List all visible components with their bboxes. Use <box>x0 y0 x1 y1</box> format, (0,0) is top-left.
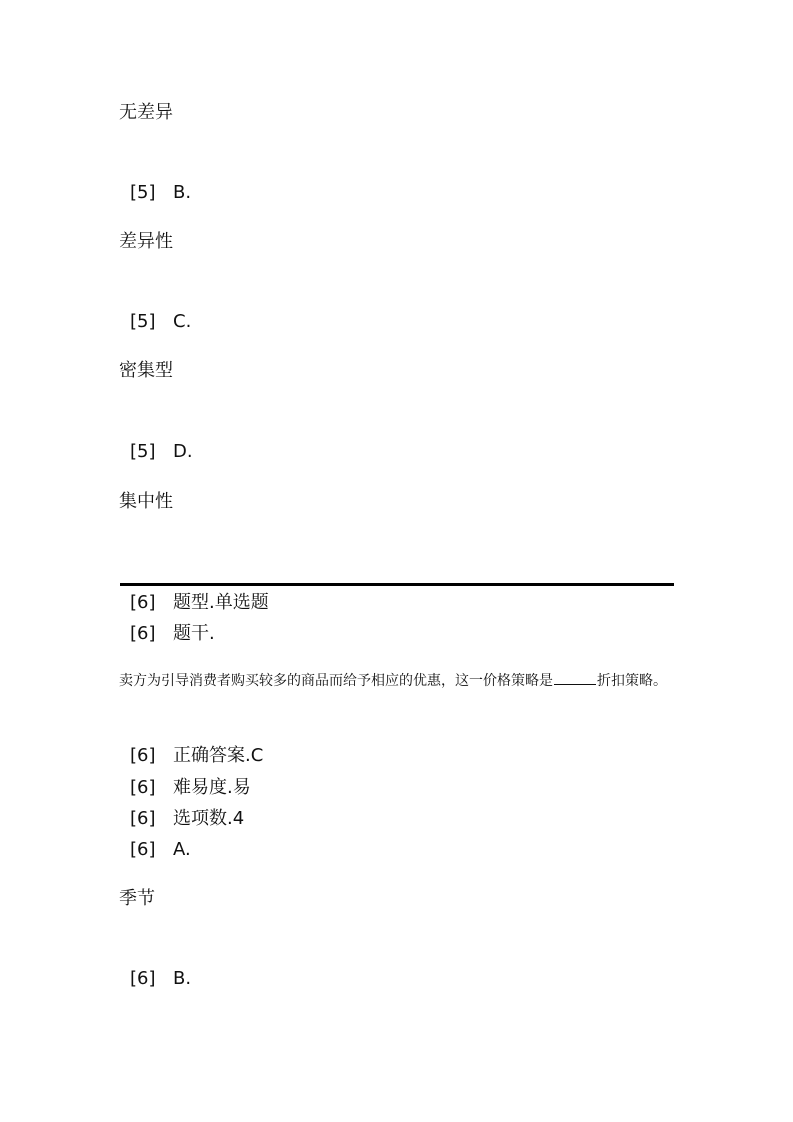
option-letter: A. <box>173 839 191 860</box>
question-number: [6] <box>130 623 156 644</box>
q6-stem-label <box>130 623 215 645</box>
option-letter: D. <box>173 441 193 462</box>
question-number: [6] <box>130 745 156 766</box>
question-number: [6] <box>130 968 156 989</box>
question-number: [5] <box>130 311 156 332</box>
q5-option-c-text: 密集型 <box>119 360 173 381</box>
q5-option-b-label <box>130 182 191 204</box>
q5-option-b-text: 差异性 <box>119 231 173 252</box>
difficulty-level: 难易度.易 <box>173 777 251 798</box>
q6-option-count <box>130 808 244 830</box>
option-letter: B. <box>173 182 192 203</box>
q6-option-a-text: 季节 <box>119 888 155 909</box>
stem-heading: 题干. <box>173 623 215 644</box>
stem-after-blank: 折扣策略。 <box>597 673 667 689</box>
q5-option-a-text: 无差异 <box>119 102 173 123</box>
question-number: [6] <box>130 592 156 613</box>
option-count: 选项数.4 <box>173 808 245 829</box>
question-number: [6] <box>130 839 156 860</box>
stem-before-blank: 卖方为引导消费者购买较多的商品而给予相应的优惠，这一价格策略是 <box>119 673 553 689</box>
answer-blank <box>554 670 596 685</box>
q6-type <box>130 592 269 614</box>
question-divider <box>120 583 674 586</box>
q5-option-c-label <box>130 311 191 333</box>
q6-stem-text <box>119 670 667 691</box>
question-type: 题型.单选题 <box>173 592 269 613</box>
q6-answer <box>130 745 263 767</box>
question-number: [5] <box>130 441 156 462</box>
q6-option-b-label <box>130 968 191 990</box>
q6-difficulty <box>130 777 251 799</box>
option-letter: C. <box>173 311 192 332</box>
q5-option-d-label <box>130 441 193 463</box>
question-number: [6] <box>130 777 156 798</box>
correct-answer: 正确答案.C <box>173 745 264 766</box>
question-number: [6] <box>130 808 156 829</box>
q5-option-d-text: 集中性 <box>119 491 173 512</box>
q6-option-a-label <box>130 839 191 861</box>
question-number: [5] <box>130 182 156 203</box>
option-letter: B. <box>173 968 192 989</box>
